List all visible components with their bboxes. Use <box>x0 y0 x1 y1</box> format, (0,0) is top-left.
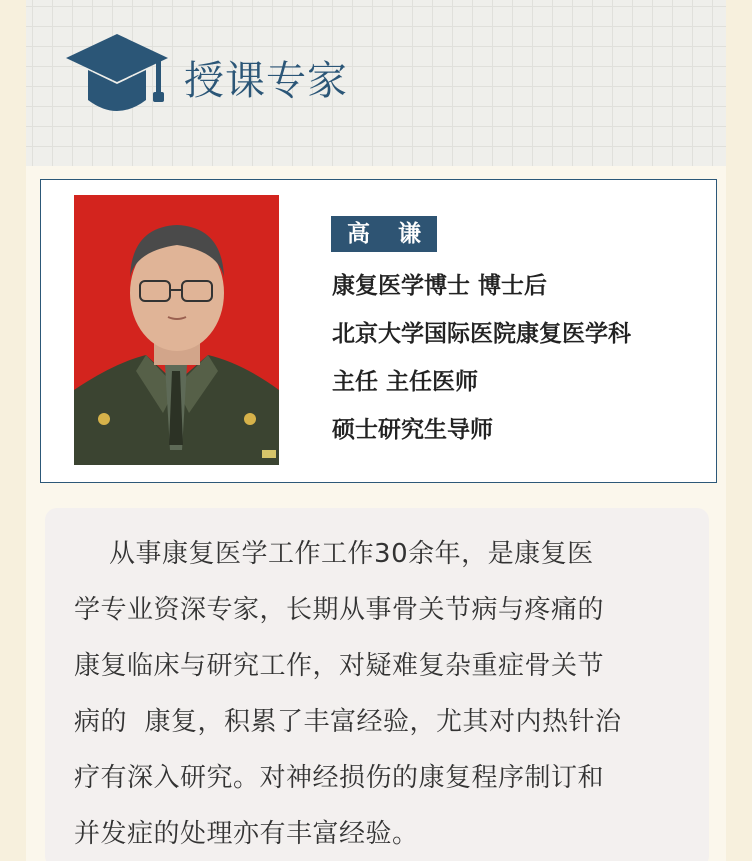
section-title: 授课专家 <box>184 58 348 104</box>
credential-line: 北京大学国际医院康复医学科 <box>332 321 631 347</box>
credential-line: 主任 主任医师 <box>332 369 479 395</box>
bio-line: 疗有深入研究。对神经损伤的康复程序制订和 <box>74 763 605 793</box>
section-header <box>26 0 726 166</box>
bio-line: 从事康复医学工作工作30余年，是康复医 <box>74 539 594 569</box>
credentials-list <box>332 262 631 454</box>
graduation-cap-icon <box>64 30 170 122</box>
bio-line: 并发症的处理亦有丰富经验。 <box>74 819 419 849</box>
bio-line: 康复临床与研究工作，对疑难复杂重症骨关节 <box>74 651 605 681</box>
bio-box <box>45 508 709 861</box>
bio-line: 病的 康复，积累了丰富经验，尤其对内热针治 <box>74 707 622 737</box>
portrait-photo <box>74 195 279 465</box>
bio-line: 学专业资深专家，长期从事骨关节病与疼痛的 <box>74 595 605 625</box>
credential-line: 硕士研究生导师 <box>332 417 493 443</box>
expert-name-tag: 高 谦 <box>331 216 437 252</box>
credential-line: 康复医学博士 博士后 <box>332 273 548 299</box>
profile-card <box>40 179 717 483</box>
